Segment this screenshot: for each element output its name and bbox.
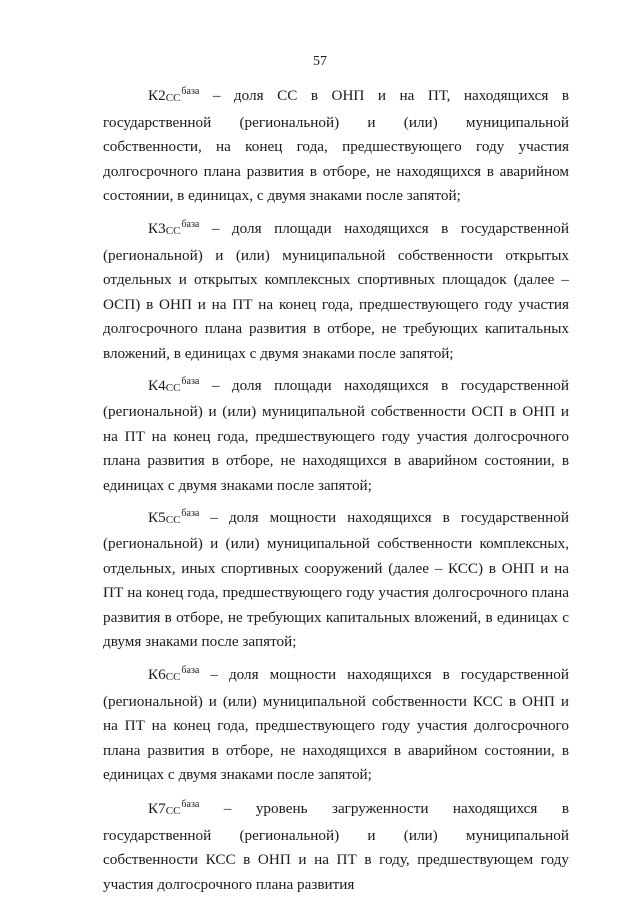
paragraph-k4 (103, 370, 569, 499)
symbol-k6: $К6СС^{база}$ (148, 665, 200, 684)
paragraph-k2 (103, 80, 569, 209)
paragraph-k7 (103, 793, 569, 897)
symbol-k7: $К7СС^{база}$ (148, 799, 200, 818)
paragraph-text: – доля площади находящихся в государственной (региональной) и (или) муниципальной собственности ОСП в ОНП и на ПТ на конец года, предшествующего году участия долгосрочного плана развития в отборе, не находящихся в аварийном состоянии, в единицах с двумя знаками после запятой; (103, 376, 569, 494)
paragraph-text: – доля СС в ОНП и на ПТ, находящихся в государственной (региональной) и (или) муниципальной собственности, на конец года, предшествующего году участия долгосрочного плана развития в отборе, не находящихся в аварийном состоянии, в единицах, с двумя знаками после запятой; (103, 87, 569, 205)
paragraph-k3 (103, 213, 569, 367)
paragraph-k6 (103, 659, 569, 788)
symbol-k5: $К5СС^{база}$ (148, 507, 200, 526)
paragraph-text: – доля площади находящихся в государственной (региональной) и (или) муниципальной собственности открытых отдельных и открытых комплексных спортивных площадок (далее – ОСП) в ОНП и на ПТ на конец года, предшествующего году участия долгосрочного плана развития в отборе, не требующих капитальных вложений, в единицах с двумя знаками после запятой; (103, 219, 569, 362)
symbol-k3: $К3СС^{база}$ (148, 218, 200, 237)
paragraph-k5 (103, 502, 569, 656)
paragraph-text: – доля мощности находящихся в государственной (региональной) и (или) муниципальной собственности КСС в ОНП и на ПТ на конец года, предшествующего году участия долгосрочного плана развития в отборе, не находящихся в аварийном состоянии, в единицах с двумя знаками после запятой; (103, 666, 569, 784)
paragraph-text: – уровень загруженности находящихся в государственной (региональной) и (или) муниципальной собственности КСС в ОНП и на ПТ в году, предшествующем году участия долгосрочного плана развития (103, 800, 569, 893)
paragraph-text: – доля мощности находящихся в государственной (региональной) и (или) муниципальной собственности комплексных, отдельных, иных спортивных сооружений (далее – КСС) в ОНП и на ПТ на конец года, предшествующего году участия долгосрочного плана развития в отборе, не требующих капитальных вложений, в единицах с двумя знаками после запятой; (103, 508, 569, 651)
document-body (103, 80, 569, 897)
symbol-k2: $К2СС^{база}$ (148, 86, 200, 104)
symbol-k4: $К4СС^{база}$ (148, 375, 200, 394)
page-number: 57 (313, 54, 327, 69)
